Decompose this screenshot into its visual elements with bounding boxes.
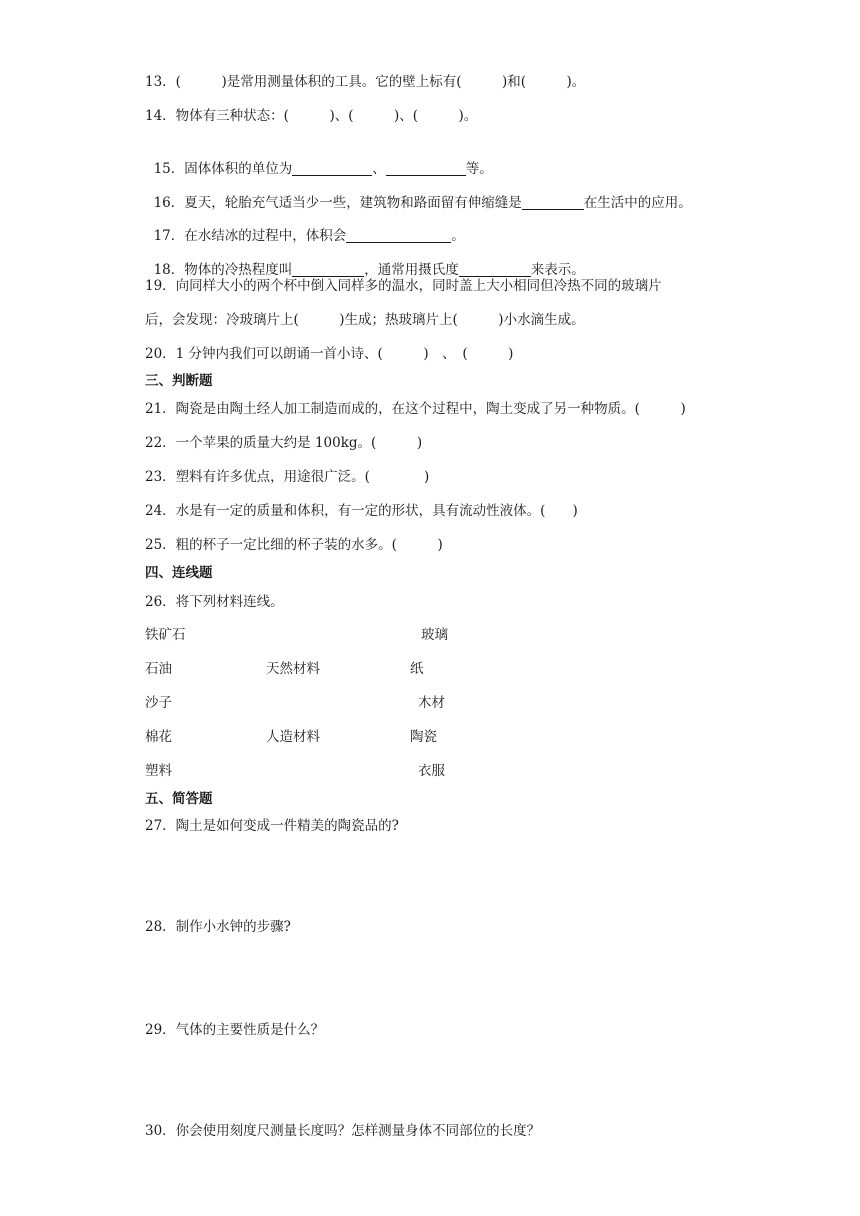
blank (522, 195, 584, 210)
matching-left-item: 棉花 (145, 729, 172, 745)
question-15-end: 等。 (465, 161, 493, 177)
question-16 (145, 176, 692, 212)
question-23: 23．塑料有许多优点，用途很广泛。( ) (145, 469, 430, 485)
question-17-end: 。 (451, 228, 465, 244)
matching-middle-item: 天然材料 (266, 661, 320, 677)
question-16-text: 16．夏天，轮胎充气适当少一些，建筑物和路面留有伸缩缝是 (153, 195, 522, 211)
question-28: 28．制作小水钟的步骤? (145, 919, 291, 935)
question-18-text: 18．物体的冷热程度叫 (153, 262, 293, 278)
question-25: 25．粗的杯子一定比细的杯子装的水多。( ) (145, 537, 443, 553)
question-18-end: 来表示。 (530, 262, 585, 278)
blank (292, 262, 364, 277)
question-15 (145, 142, 493, 178)
question-26: 26．将下列材料连线。 (145, 594, 284, 610)
blank (386, 161, 466, 176)
question-18 (145, 243, 585, 279)
question-17-text: 17．在水结冰的过程中，体积会 (153, 228, 347, 244)
question-27: 27．陶土是如何变成一件精美的陶瓷品的? (145, 818, 399, 834)
question-30: 30．你会使用刻度尺测量长度吗？怎样测量身体不同部位的长度？ (145, 1123, 541, 1139)
question-20: 20．1 分钟内我们可以朗诵一首小诗、( ) 、 ( ) (145, 346, 514, 362)
matching-right-item: 陶瓷 (410, 729, 437, 745)
question-14: 14．物体有三种状态：( )、( )、( )。 (145, 108, 478, 124)
question-21: 21．陶瓷是由陶土经人加工制造而成的，在这个过程中，陶土变成了另一种物质。( ) (145, 401, 686, 417)
question-13: 13．( )是常用测量体积的工具。它的壁上标有( )和( )。 (145, 74, 586, 90)
question-17 (145, 209, 465, 245)
matching-right-item: 纸 (410, 661, 424, 677)
matching-left-item: 塑料 (145, 763, 172, 779)
blank (292, 161, 372, 176)
section-5-heading: 五、简答题 (145, 791, 213, 807)
matching-left-item: 沙子 (145, 695, 172, 711)
question-19-line2: 后，会发现：冷玻璃片上( )生成；热玻璃片上( )小水滴生成。 (145, 312, 585, 328)
matching-middle-item: 人造材料 (266, 729, 320, 745)
question-15-sep: 、 (372, 161, 386, 177)
question-22: 22．一个苹果的质量大约是 100kg。( ) (145, 435, 423, 451)
blank (346, 228, 451, 243)
section-4-heading: 四、连线题 (145, 565, 213, 581)
question-16-end: 在生活中的应用。 (583, 195, 692, 211)
matching-left-item: 铁矿石 (145, 627, 186, 643)
matching-right-item: 玻璃 (421, 627, 448, 643)
question-15-text: 15．固体体积的单位为 (153, 161, 293, 177)
blank (459, 262, 531, 277)
matching-right-item: 衣服 (418, 763, 445, 779)
matching-left-item: 石油 (145, 661, 172, 677)
question-29: 29．气体的主要性质是什么？ (145, 1022, 325, 1038)
section-3-heading: 三、判断题 (145, 373, 213, 389)
question-24: 24．水是有一定的质量和体积，有一定的形状，具有流动性液体。( ) (145, 503, 578, 519)
question-19-line1: 19．向同样大小的两个杯中倒入同样多的温水，同时盖上大小相同但冷热不同的玻璃片 (145, 278, 662, 294)
matching-right-item: 木材 (418, 695, 445, 711)
question-18-mid: ，通常用摄氏度 (364, 262, 459, 278)
